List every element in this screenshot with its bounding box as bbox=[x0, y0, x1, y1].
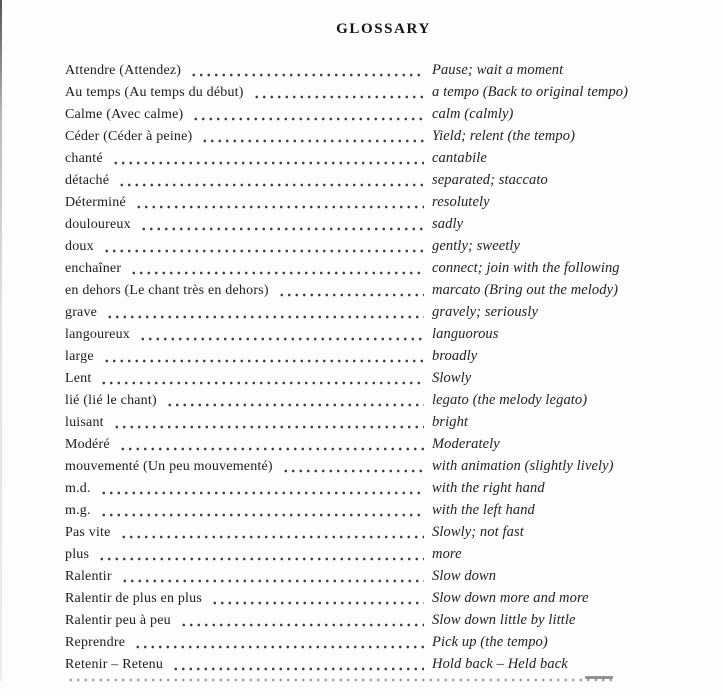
glossary-translation: with animation (slightly lively) bbox=[432, 458, 614, 474]
glossary-term: plus bbox=[65, 547, 90, 562]
glossary-term: m.g. bbox=[65, 503, 91, 518]
page-content bbox=[65, 20, 702, 697]
dotted-leader bbox=[137, 323, 424, 345]
glossary-term: Reprendre bbox=[65, 635, 126, 650]
glossary-row bbox=[65, 521, 702, 543]
glossary-row bbox=[65, 631, 702, 653]
glossary-row bbox=[65, 433, 702, 455]
glossary-translation: Slowly; not fast bbox=[432, 524, 524, 540]
dotted-leader bbox=[188, 59, 424, 81]
dotted-leader bbox=[101, 345, 424, 367]
glossary-term: doux bbox=[65, 239, 94, 254]
glossary-term: Retenir – Retenu bbox=[65, 657, 164, 672]
glossary-row bbox=[65, 59, 702, 81]
dotted-leader bbox=[98, 477, 424, 499]
glossary-row bbox=[65, 81, 702, 103]
dotted-leader bbox=[98, 367, 424, 389]
glossary-row bbox=[65, 499, 702, 521]
glossary-term: Ralentir de plus en plus bbox=[65, 591, 203, 606]
glossary-translation: connect; join with the following bbox=[432, 260, 620, 276]
glossary-row bbox=[65, 477, 702, 499]
dotted-leader bbox=[65, 675, 612, 697]
glossary-translation: sadly bbox=[432, 216, 464, 232]
glossary-translation: a tempo (Back to original tempo) bbox=[432, 84, 629, 100]
glossary-translation: Pause; wait a moment bbox=[432, 62, 564, 78]
glossary-term: Au temps (Au temps du début) bbox=[65, 85, 244, 100]
glossary-translation: legato (the melody legato) bbox=[432, 392, 588, 408]
glossary-term: détaché bbox=[65, 173, 110, 188]
glossary-translation: separated; staccato bbox=[432, 172, 548, 188]
glossary-translation: Slow down little by little bbox=[432, 612, 576, 628]
glossary-term: Attendre (Attendez) bbox=[65, 63, 182, 78]
glossary-translation: Yield; relent (the tempo) bbox=[432, 128, 576, 144]
glossary-term: Pas vite bbox=[65, 525, 111, 540]
dotted-leader bbox=[110, 147, 424, 169]
glossary-row bbox=[65, 565, 702, 587]
glossary-translation: bright bbox=[432, 414, 469, 430]
dotted-leader bbox=[133, 191, 424, 213]
glossary-row bbox=[65, 301, 702, 323]
dotted-leader bbox=[178, 609, 424, 631]
page-title: GLOSSARY bbox=[336, 21, 431, 37]
glossary-row bbox=[65, 191, 702, 213]
glossary-row bbox=[65, 609, 702, 631]
glossary-row bbox=[65, 147, 702, 169]
glossary-row bbox=[65, 169, 702, 191]
glossary-term: m.d. bbox=[65, 481, 91, 496]
glossary-translation: broadly bbox=[432, 348, 478, 364]
glossary-row bbox=[65, 411, 702, 433]
dotted-leader bbox=[138, 213, 424, 235]
glossary-term: luisant bbox=[65, 415, 104, 430]
glossary-row bbox=[65, 455, 702, 477]
glossary-term: Modéré bbox=[65, 437, 110, 452]
dotted-leader bbox=[128, 257, 424, 279]
glossary-row bbox=[65, 345, 702, 367]
glossary-term: chanté bbox=[65, 151, 103, 166]
glossary-row bbox=[65, 125, 702, 147]
dotted-leader bbox=[164, 389, 424, 411]
glossary-row bbox=[65, 279, 702, 301]
glossary-row bbox=[65, 213, 702, 235]
glossary-term: lié (lié le chant) bbox=[65, 393, 157, 408]
dotted-leader bbox=[104, 301, 424, 323]
dotted-leader bbox=[117, 433, 424, 455]
scan-edge-artifact bbox=[0, 0, 2, 681]
glossary-term: Ralentir peu à peu bbox=[65, 613, 171, 628]
glossary-translation: Slow down bbox=[432, 568, 497, 584]
dotted-leader bbox=[111, 411, 424, 433]
dotted-leader bbox=[280, 455, 424, 477]
glossary-translation: gently; sweetly bbox=[432, 238, 521, 254]
glossary-term: langoureux bbox=[65, 327, 130, 342]
dotted-leader bbox=[209, 587, 424, 609]
dotted-leader bbox=[98, 499, 424, 521]
dotted-leader bbox=[276, 279, 424, 301]
glossary-term: Calme (Avec calme) bbox=[65, 107, 184, 122]
glossary-term: Déterminé bbox=[65, 195, 126, 210]
glossary-translation: marcato (Bring out the melody) bbox=[432, 282, 619, 298]
glossary-translation: Slow down more and more bbox=[432, 590, 589, 606]
dotted-leader bbox=[101, 235, 424, 257]
dotted-leader bbox=[96, 543, 424, 565]
glossary-term: mouvementé (Un peu mouvementé) bbox=[65, 459, 273, 474]
glossary-term: Lent bbox=[65, 371, 92, 386]
glossary-row bbox=[65, 543, 702, 565]
glossary-row bbox=[65, 389, 702, 411]
glossary-term: grave bbox=[65, 305, 98, 320]
glossary-term: Céder (Céder à peine) bbox=[65, 129, 193, 144]
dotted-leader bbox=[251, 81, 424, 103]
glossary-term: douloureux bbox=[65, 217, 131, 232]
dotted-leader bbox=[132, 631, 424, 653]
glossary-translation: with the left hand bbox=[432, 502, 535, 518]
glossary-translation: Pick up (the tempo) bbox=[432, 634, 548, 650]
glossary-translation: with the right hand bbox=[432, 480, 545, 496]
glossary-row bbox=[65, 257, 702, 279]
glossary-term: Ralentir bbox=[65, 569, 112, 584]
glossary-term: enchaîner bbox=[65, 261, 122, 276]
scan-smudge-artifact bbox=[585, 676, 613, 679]
dotted-leader bbox=[199, 125, 424, 147]
glossary-row bbox=[65, 587, 702, 609]
glossary-translation: more bbox=[432, 546, 462, 562]
dotted-leader bbox=[190, 103, 424, 125]
glossary-translation: resolutely bbox=[432, 194, 490, 210]
glossary-translation: calm (calmly) bbox=[432, 106, 514, 122]
glossary-translation: Hold back – Held back bbox=[432, 656, 568, 672]
glossary-row bbox=[65, 367, 702, 389]
glossary-translation: gravely; seriously bbox=[432, 304, 539, 320]
glossary-row bbox=[65, 323, 702, 345]
glossary-term: en dehors (Le chant très en dehors) bbox=[65, 283, 269, 298]
glossary-translation: cantabile bbox=[432, 150, 487, 166]
dotted-leader bbox=[170, 653, 424, 675]
glossary-row bbox=[65, 653, 702, 675]
dotted-leader bbox=[119, 565, 424, 587]
glossary-translation: Slowly bbox=[432, 370, 472, 386]
dotted-leader bbox=[116, 169, 424, 191]
glossary-translation: Moderately bbox=[432, 436, 500, 452]
glossary-term: large bbox=[65, 349, 94, 364]
glossary-row bbox=[65, 235, 702, 257]
glossary-translation: languorous bbox=[432, 326, 499, 342]
dotted-leader bbox=[118, 521, 424, 543]
glossary-list bbox=[65, 59, 702, 697]
glossary-row bbox=[65, 103, 702, 125]
